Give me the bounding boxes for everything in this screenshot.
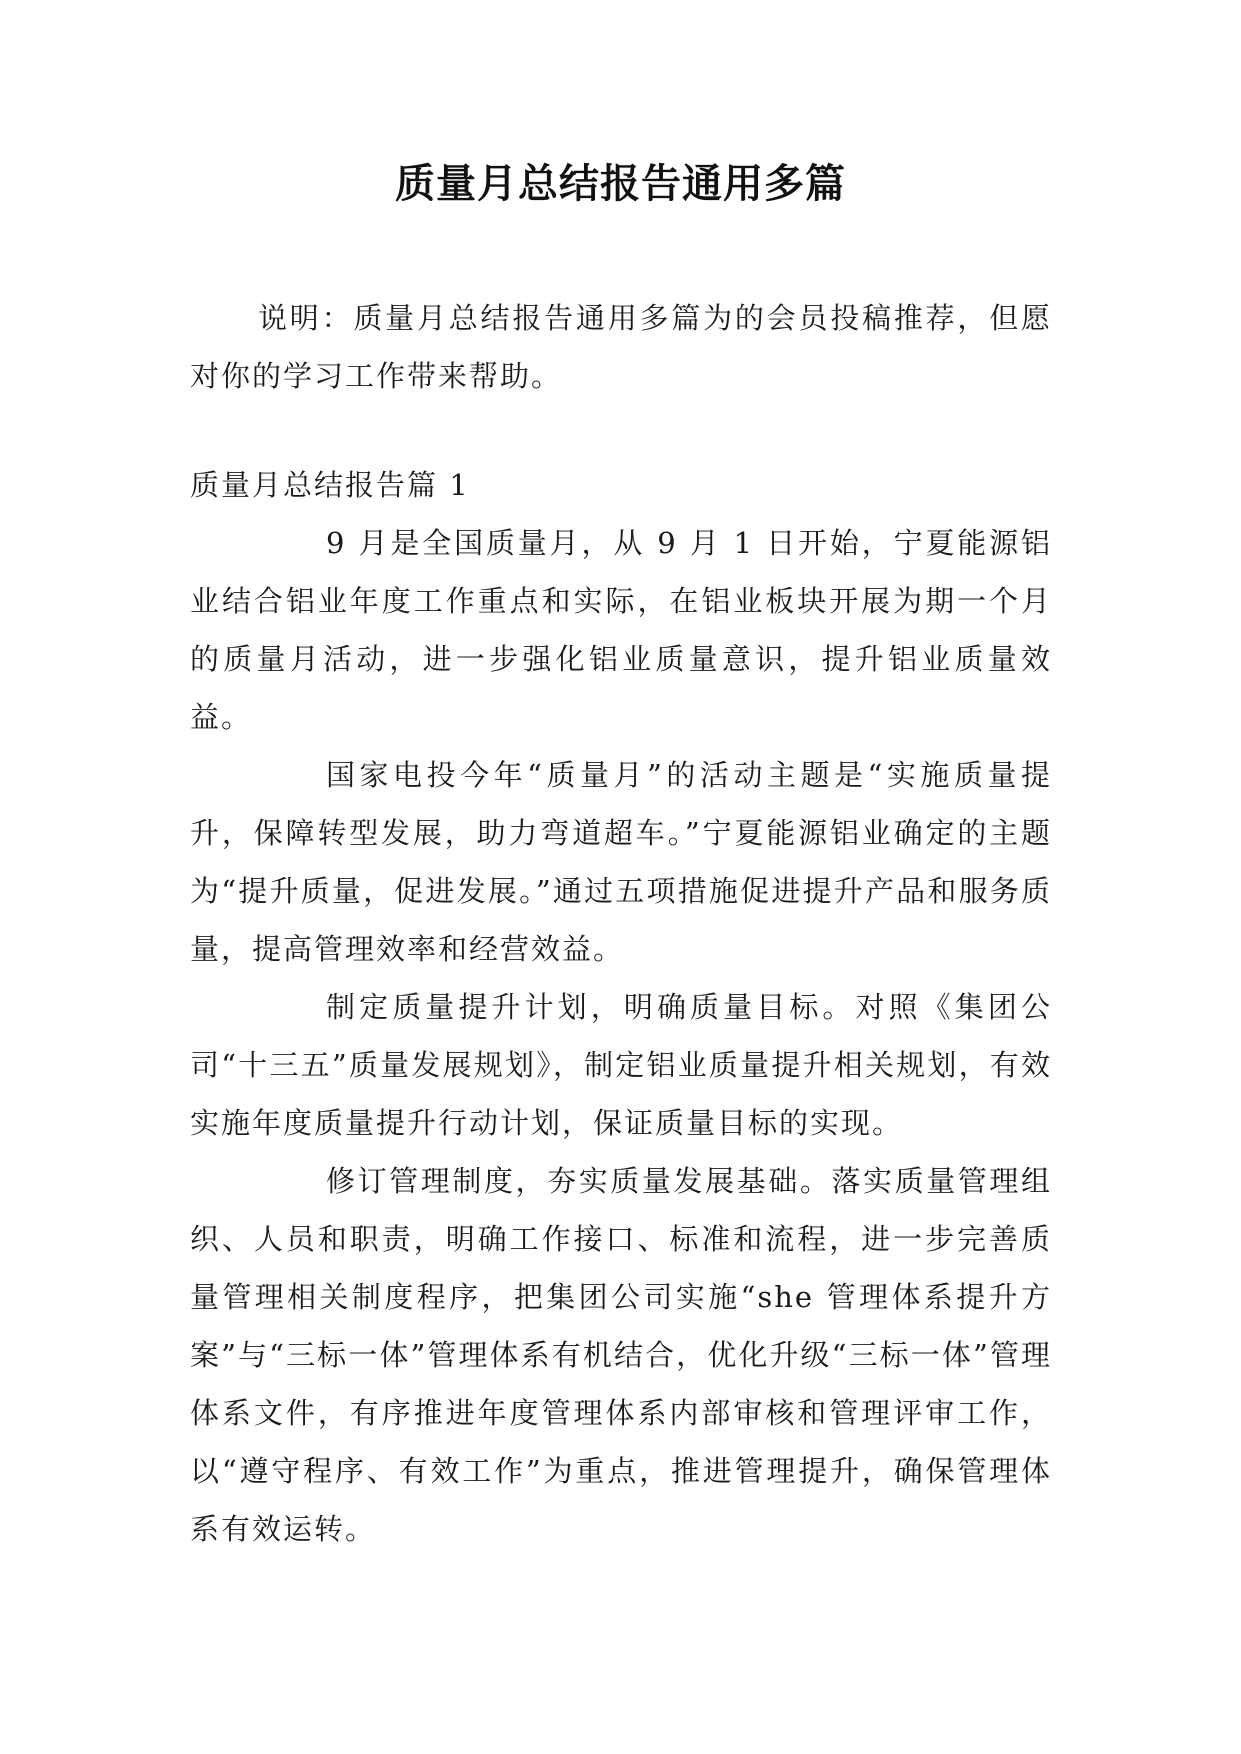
body-paragraph: 修订管理制度，夯实质量发展基础。落实质量管理组织、人员和职责，明确工作接口、标准和流程，进一步完善质量管理相关制度程序，把集团公司实施“she 管理体系提升方案”与“三标一体”管理体系有机结合，优化升级“三标一体”管理体系文件，有序推进年度管理体系内部审核和管理评审工作，以“遵守程序、有效工作”为重点，推进管理提升，确保管理体系有效运转。 [190, 1164, 1052, 1546]
section-heading: 质量月总结报告篇 1 [190, 468, 470, 502]
document-body [190, 289, 1052, 1558]
body-paragraph: 国家电投今年“质量月”的活动主题是“实施质量提升，保障转型发展，助力弯道超车。”宁夏能源铝业确定的主题为“提升质量，促进发展。”通过五项措施促进提升产品和服务质量，提高管理效率和经营效益。 [190, 758, 1052, 966]
document-title: 质量月总结报告通用多篇 [395, 160, 846, 207]
spacer [190, 405, 1052, 456]
body-paragraph: 9 月是全国质量月，从 9 月 1 日开始，宁夏能源铝业结合铝业年度工作重点和实际，在铝业板块开展为期一个月的质量月活动，进一步强化铝业质量意识，提升铝业质量效益。 [190, 526, 1052, 734]
body-paragraph: 制定质量提升计划，明确质量目标。对照《集团公司“十三五”质量发展规划》，制定铝业质量提升相关规划，有效实施年度质量提升行动计划，保证质量目标的实现。 [190, 990, 1052, 1140]
intro-paragraph: 说明：质量月总结报告通用多篇为的会员投稿推荐，但愿对你的学习工作带来帮助。 [190, 301, 1052, 393]
